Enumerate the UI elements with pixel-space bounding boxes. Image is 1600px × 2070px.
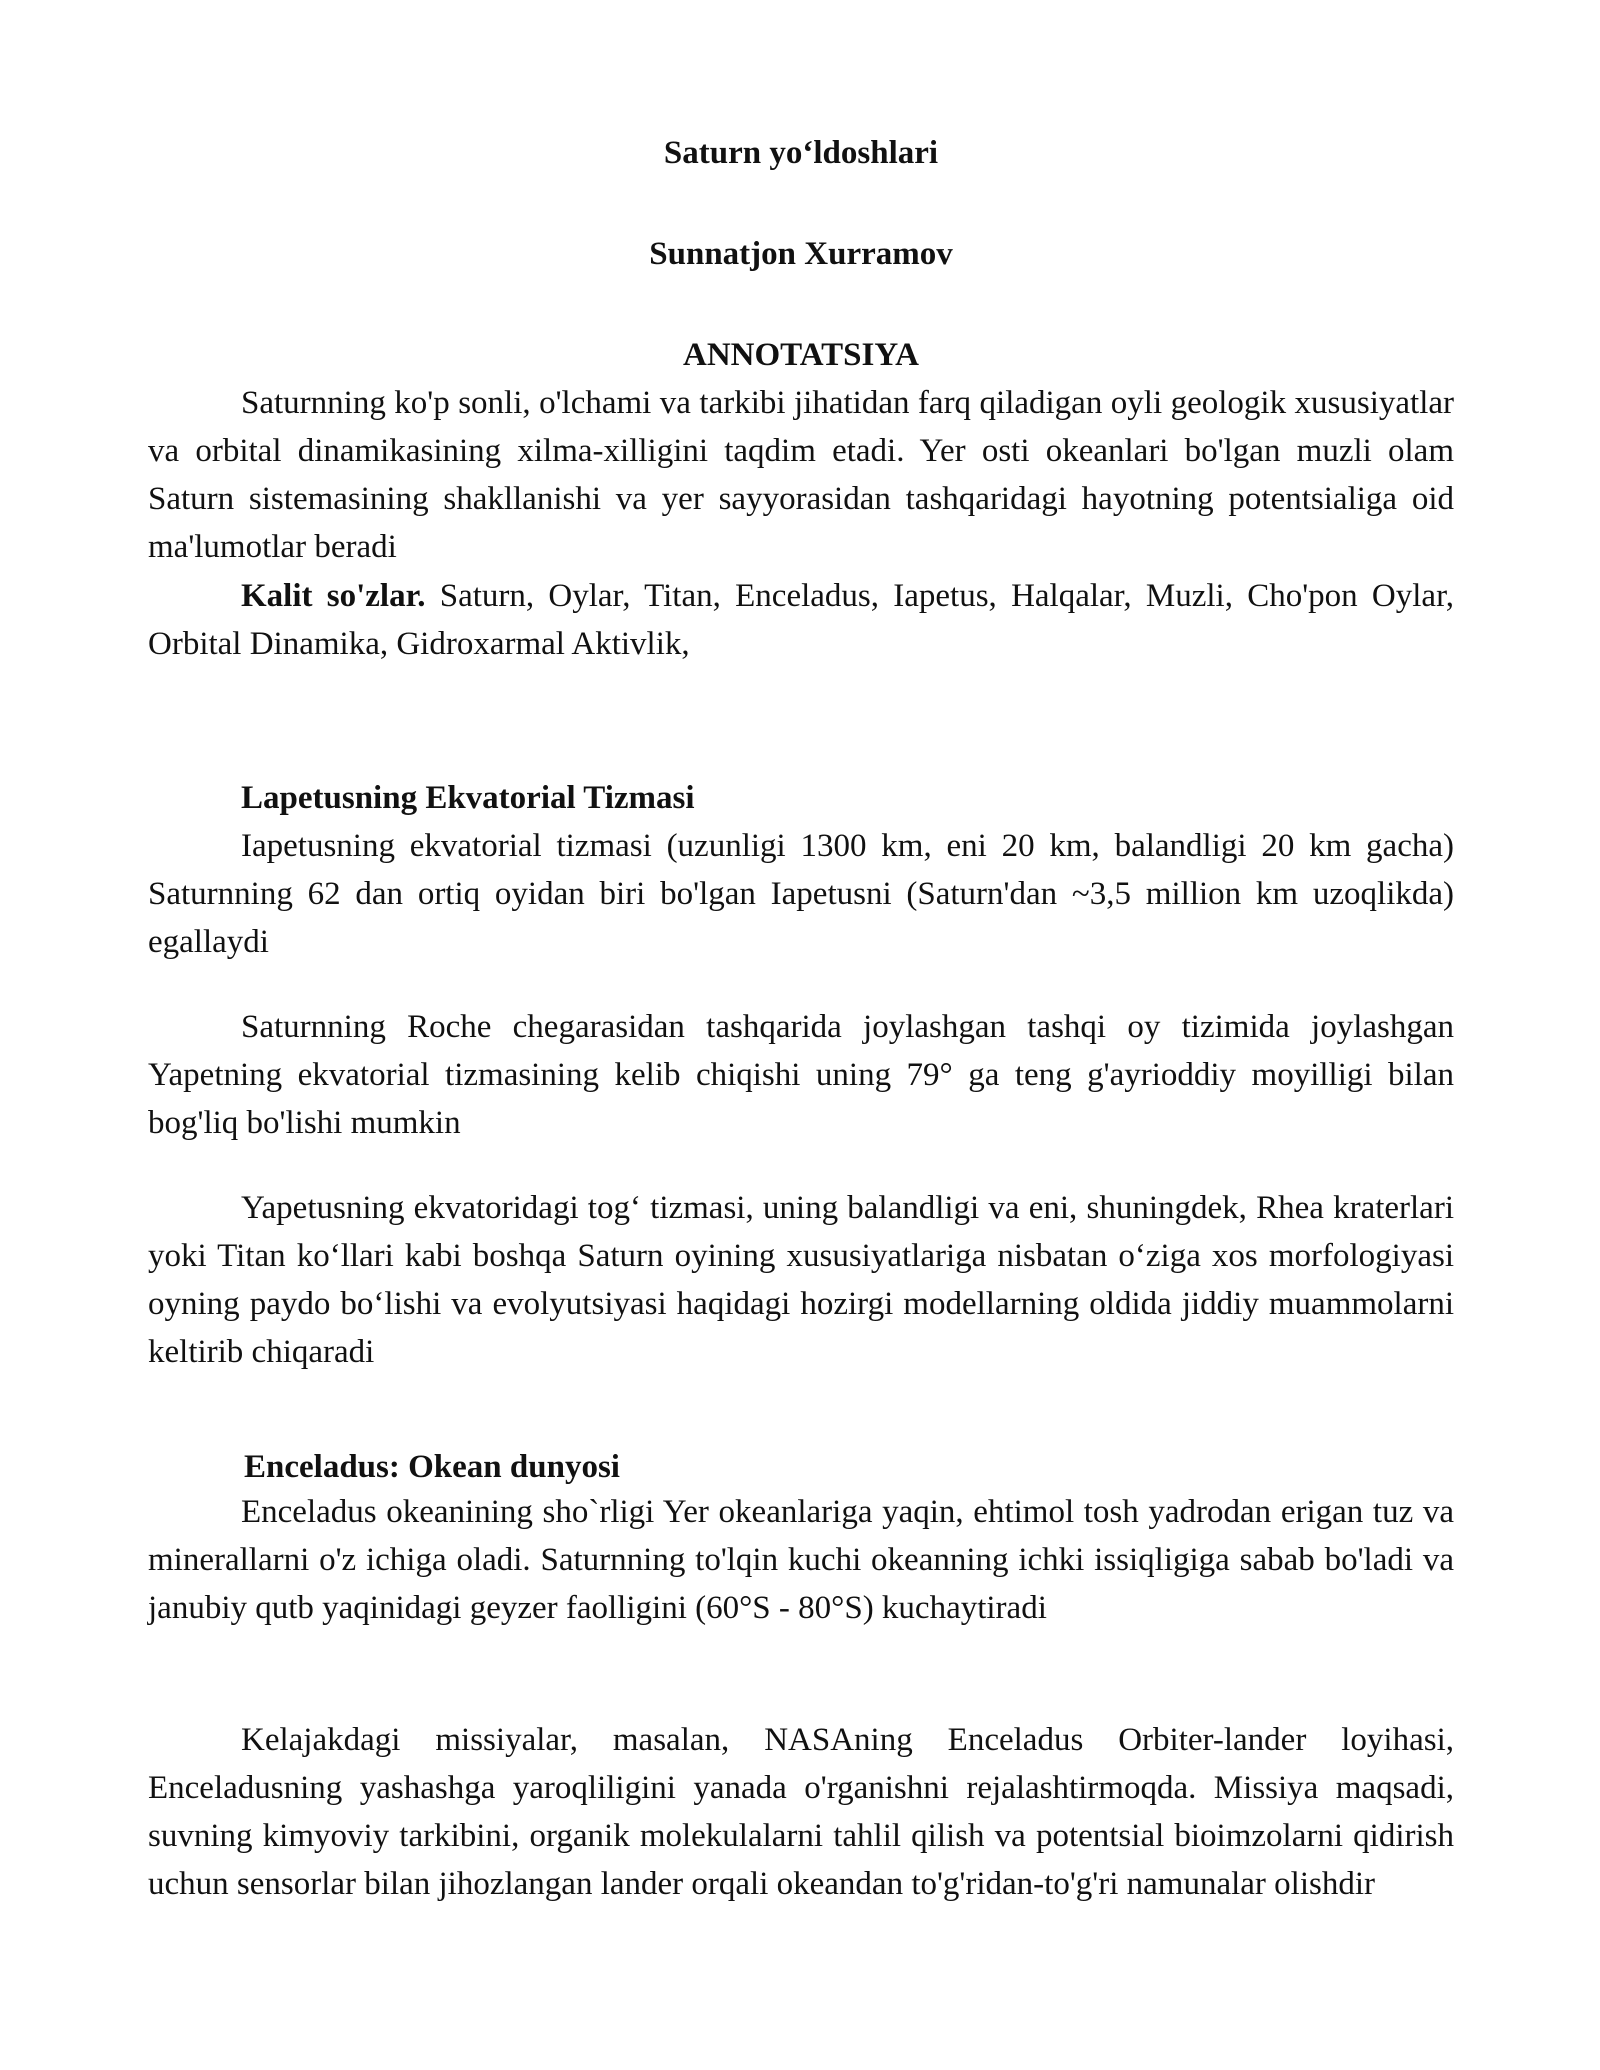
author-name: Sunnatjon Xurramov [649,236,953,272]
paragraph: Saturnning Roche chegarasidan tashqarida joylashgan tashqi oy tizimida joylashgan Yapetning ekvatorial tizmasining kelib chiqishi uning 79° ga teng g'ayrioddiy moyilligi bilan bog'liq bo'lishi mumkin [148,1009,1454,1141]
annotation-heading: ANNOTATSIYA [683,337,919,373]
paragraph: Kelajakdagi missiyalar, masalan, NASAning Enceladus Orbiter-lander loyihasi, Enceladusning yashashga yaroqliligini yanada o'rganishni rejalashtirmoqda. Missiya maqsadi, suvning kimyoviy tarkibini, organik molekulalarni tahlil qilish va potentsial bioimzolarni qidirish uchun sensorlar bilan jihozlangan lander orqali okeandan to'g'ridan-to'g'ri namunalar olishdir [148,1722,1454,1902]
paragraph: Yapetusning ekvatoridagi tog‘ tizmasi, uning balandligi va eni, shuningdek, Rhea kraterlari yoki Titan ko‘llari kabi boshqa Saturn oyining xususiyatlariga nisbatan o‘ziga xos morfologiyasi oyning paydo bo‘lishi va evolyutsiyasi haqidagi hozirgi modellarning oldida jiddiy muammolarni keltirib chiqaradi [148,1190,1454,1370]
annotation-text: Saturnning ko'p sonli, o'lchami va tarkibi jihatidan farq qiladigan oyli geologik xususiyatlar va orbital dinamikasining xilma-xilligini taqdim etadi. Yer osti okeanlari bo'lgan muzli olam Saturn sistemasining shakllanishi va yer sayyorasidan tashqaridagi hayotning potentsialiga oid ma'lumotlar beradi [148,385,1454,565]
paragraph: Iapetusning ekvatorial tizmasi (uzunligi 1300 km, eni 20 km, balandligi 20 km gacha) Saturnning 62 dan ortiq oyidan biri bo'lgan Iapetusni (Saturn'dan ~3,5 million km uzoqlikda) egallaydi [148,828,1454,960]
keywords-label: Kalit so'zlar. [241,578,426,614]
keywords-paragraph [148,572,1454,668]
section-heading-iapetus: Lapetusning Ekvatorial Tizmasi [241,780,695,816]
paragraph: Enceladus okeanining sho`rligi Yer okeanlariga yaqin, ehtimol tosh yadrodan erigan tuz va minerallarni o'z ichiga oladi. Saturnning to'lqin kuchi okeanning ichki issiqligiga sabab bo'ladi va janubiy qutb yaqinidagi geyzer faolligini (60°S - 80°S) kuchaytiradi [148,1494,1454,1626]
section-heading-enceladus: Enceladus: Okean dunyosi [244,1449,620,1485]
document-page [148,0,1454,2070]
document-title: Saturn yo‘ldoshlari [663,135,939,171]
keywords-text: Saturn, Oylar, Titan, Enceladus, Iapetus, Halqalar, Muzli, Cho'pon Oylar, Orbital Dinamika, Gidroxarmal Aktivlik, [148,578,1454,662]
